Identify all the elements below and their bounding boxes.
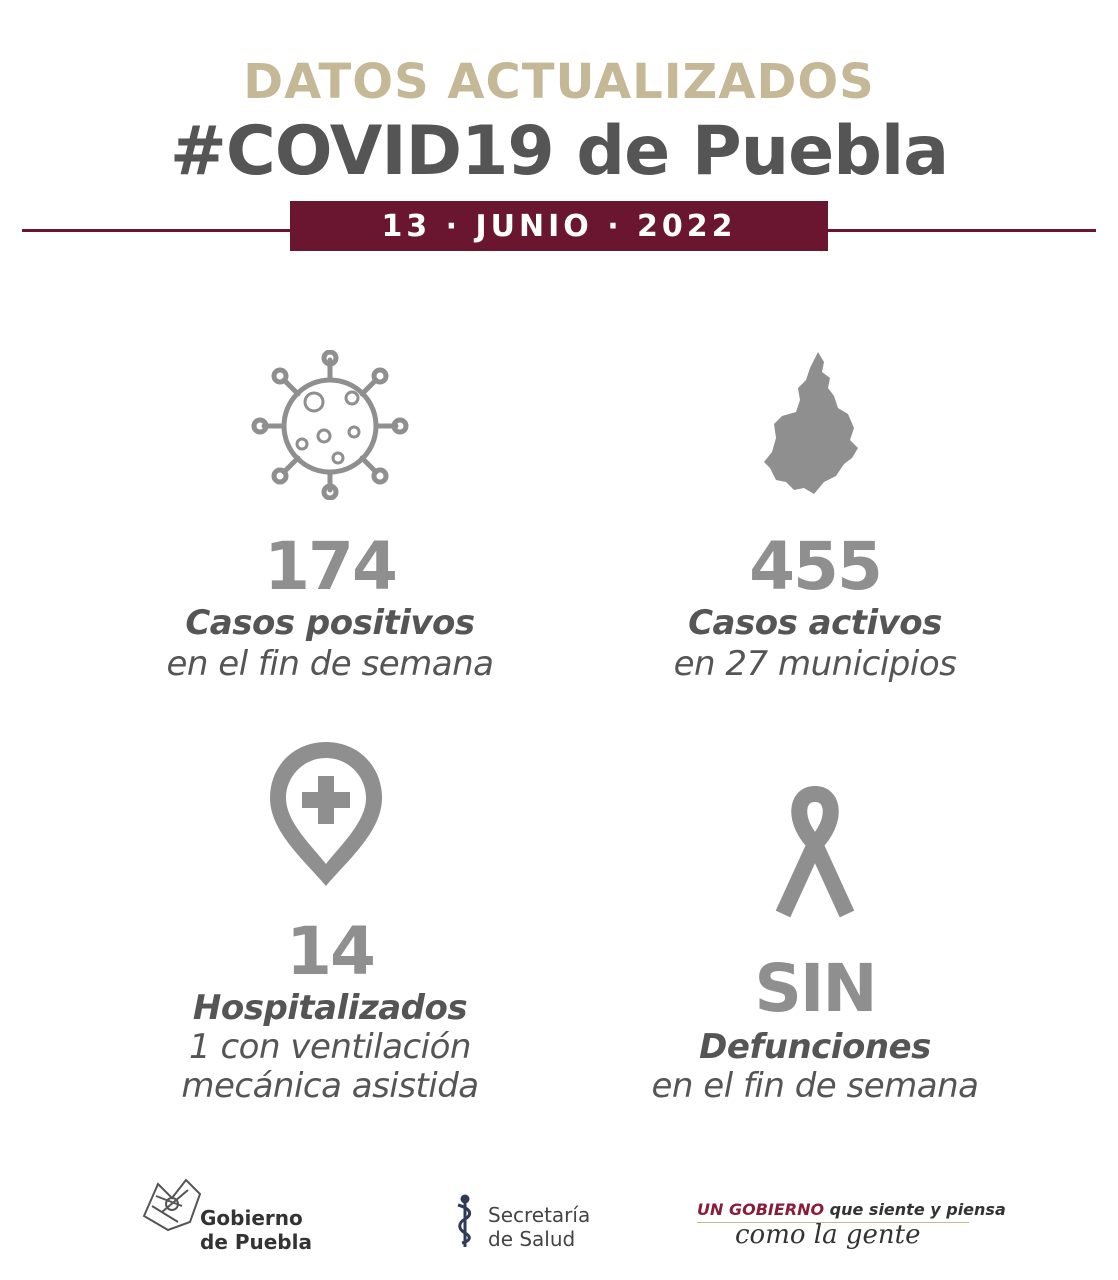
hospitalizados-subtitle-2: mecánica asistida [181, 1066, 479, 1106]
date-banner [290, 201, 828, 251]
puebla-map-icon [758, 348, 868, 498]
caduceus-icon [452, 1193, 478, 1249]
salud-line-1: Secretaría [488, 1203, 591, 1227]
activos-label: Casos activos [688, 603, 942, 643]
slogan-script: como la gente [735, 1220, 921, 1250]
positivos-value: 174 [264, 528, 396, 605]
secretaria-salud-logo [488, 1203, 590, 1251]
slogan-line-1 [697, 1200, 1006, 1219]
slogan-rest: que siente y piensa [824, 1200, 1006, 1219]
date-text: 13 · JUNIO · 2022 [381, 208, 737, 244]
gobierno-puebla-logo [200, 1206, 312, 1254]
page-title: #COVID19 de Puebla [169, 112, 949, 191]
gobierno-line-1: Gobierno [200, 1206, 303, 1230]
gobierno-line-2: de Puebla [200, 1230, 312, 1254]
hospitalizados-label: Hospitalizados [192, 988, 468, 1028]
defunciones-label: Defunciones [699, 1027, 931, 1067]
salud-line-2: de Salud [488, 1227, 576, 1251]
positivos-label: Casos positivos [185, 603, 475, 643]
slogan-bold: UN GOBIERNO [697, 1200, 825, 1219]
hospitalizados-subtitle-1: 1 con ventilación [189, 1027, 471, 1067]
activos-subtitle: en 27 municipios [673, 644, 957, 684]
activos-value: 455 [749, 528, 881, 605]
defunciones-value: SIN [754, 950, 876, 1027]
positivos-subtitle: en el fin de semana [166, 644, 494, 684]
gobierno-puebla-logo-icon [138, 1176, 206, 1234]
virus-icon [250, 350, 410, 500]
hospitalizados-value: 14 [286, 913, 374, 990]
header-kicker: DATOS ACTUALIZADOS [243, 54, 875, 110]
ribbon-icon [765, 782, 865, 924]
defunciones-subtitle: en el fin de semana [651, 1066, 979, 1106]
hospital-pin-icon [268, 740, 384, 888]
